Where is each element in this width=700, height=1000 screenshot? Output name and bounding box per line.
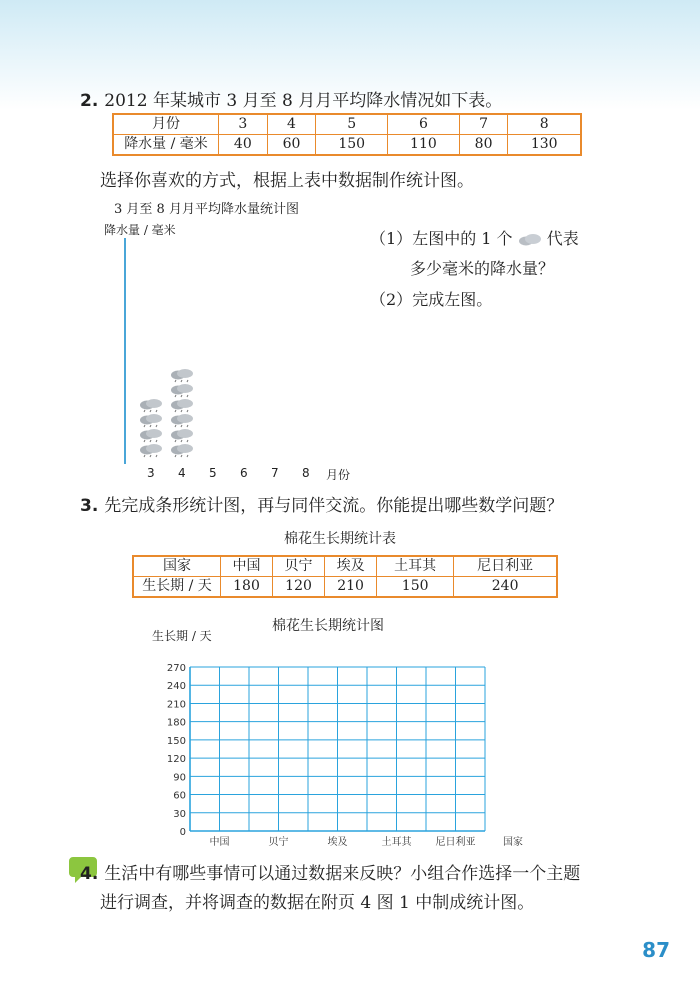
table-cell: 6 [388, 114, 460, 135]
q4-text-line2: 进行调查，并将调查的数据在附页 4 图 1 中制成统计图。 [100, 893, 535, 913]
rain-y-label: 降水量 / 毫米 [104, 223, 176, 237]
x-tick-label: 尼日利亚 [435, 837, 476, 848]
rain-cloud-icon [170, 384, 194, 398]
y-tick-label: 60 [173, 790, 186, 802]
rainfall-table-header-row [113, 114, 581, 135]
rain-cloud-icon [170, 414, 194, 428]
table-cell: 60 [267, 135, 316, 156]
q2-prompt: 2012 年某城市 3 月至 8 月月平均降水情况如下表。 [104, 91, 503, 111]
q2-number: 2. [80, 91, 99, 111]
cotton-table-value-row [133, 577, 557, 598]
rain-chart-title: 3 月至 8 月月平均降水量统计图 [114, 202, 299, 217]
rain-cloud-icon [139, 444, 163, 458]
y-tick-label: 150 [166, 735, 186, 747]
cotton-chart-title: 棉花生长期统计图 [272, 618, 384, 634]
table-cell: 80 [459, 135, 508, 156]
x-tick: 6 [240, 466, 248, 480]
rain-cloud-icon [170, 399, 194, 413]
rainfall-table-value-row [113, 135, 581, 156]
table-cell: 130 [508, 135, 581, 156]
table-cell: 7 [459, 114, 508, 135]
x-tick: 8 [302, 466, 310, 480]
x-tick: 4 [178, 466, 186, 480]
rain-cloud-icon [170, 429, 194, 443]
table-cell: 240 [454, 577, 557, 598]
x-tick-label: 埃及 [327, 837, 348, 848]
table-cell: 降水量 / 毫米 [113, 135, 219, 156]
q4-text-line1: 生活中有哪些事情可以通过数据来反映？小组合作选择一个主题 [104, 864, 581, 884]
q3-number: 3. [80, 496, 99, 516]
q2-sub1-line2: 多少毫米的降水量？ [410, 259, 555, 278]
q2-sub2 [370, 287, 492, 310]
table-cell: 5 [316, 114, 388, 135]
rain-cloud-icon [139, 414, 163, 428]
y-tick-label: 180 [166, 717, 186, 729]
q2-sub2-num: （2） [370, 290, 413, 309]
q4-line1 [80, 859, 580, 884]
cotton-y-label: 生长期 / 天 [152, 629, 212, 643]
q2-sub1-num: （1） [370, 229, 413, 248]
table-cell: 尼日利亚 [454, 556, 557, 577]
table-cell: 3 [219, 114, 268, 135]
table-cell: 8 [508, 114, 581, 135]
x-tick-label: 中国 [209, 837, 230, 848]
rain-y-axis [124, 238, 126, 464]
y-tick-label: 210 [166, 699, 186, 711]
cotton-table-title: 棉花生长期统计表 [284, 531, 396, 547]
table-cell: 210 [325, 577, 377, 598]
x-tick-label: 贝宁 [268, 837, 289, 848]
q4-number: 4. [80, 864, 99, 884]
table-cell: 土耳其 [377, 556, 454, 577]
rain-cloud-icon [139, 429, 163, 443]
q2-sub1-line1 [370, 226, 579, 249]
table-cell: 180 [221, 577, 273, 598]
q3-prompt: 先完成条形统计图，再与同伴交流。你能提出哪些数学问题？ [104, 496, 564, 516]
table-cell: 150 [377, 577, 454, 598]
rain-cloud-icon [139, 399, 163, 413]
q2-instruction: 选择你喜欢的方式，根据上表中数据制作统计图。 [100, 171, 474, 191]
cotton-table-header-row [133, 556, 557, 577]
y-tick-label: 270 [166, 663, 186, 674]
cotton-table [132, 555, 558, 598]
rain-cloud-icon [170, 444, 194, 458]
y-tick-label: 30 [173, 808, 186, 820]
table-cell: 埃及 [325, 556, 377, 577]
y-tick-label: 90 [173, 772, 186, 784]
q3-prompt-line [80, 491, 563, 516]
q2-prompt-line [80, 86, 502, 111]
rainfall-table [112, 113, 582, 156]
y-tick-label: 0 [179, 827, 186, 838]
table-cell: 月份 [113, 114, 219, 135]
cotton-bar-chart [130, 655, 560, 850]
table-cell: 110 [388, 135, 460, 156]
x-tick: 7 [271, 466, 279, 480]
table-cell: 贝宁 [273, 556, 325, 577]
x-axis-label: 国家 [503, 837, 523, 848]
x-tick: 3 [147, 466, 155, 480]
rain-cloud-icon [170, 369, 194, 383]
table-cell: 4 [267, 114, 316, 135]
y-tick-label: 120 [166, 754, 186, 766]
q2-sub2-text: 完成左图。 [412, 290, 493, 309]
table-cell: 40 [219, 135, 268, 156]
table-cell: 中国 [221, 556, 273, 577]
table-cell: 120 [273, 577, 325, 598]
x-tick: 5 [209, 466, 217, 480]
table-cell: 生长期 / 天 [133, 577, 221, 598]
q2-sub1-text-b: 代表 [546, 229, 579, 248]
table-cell: 150 [316, 135, 388, 156]
x-axis-label: 月份 [326, 468, 351, 482]
x-tick-label: 土耳其 [381, 837, 412, 848]
table-cell: 国家 [133, 556, 221, 577]
y-tick-label: 240 [166, 681, 186, 693]
page-number: 87 [642, 938, 670, 962]
q2-sub1-text-a: 左图中的 1 个 [412, 229, 513, 248]
rain-cloud-icon [518, 234, 542, 246]
